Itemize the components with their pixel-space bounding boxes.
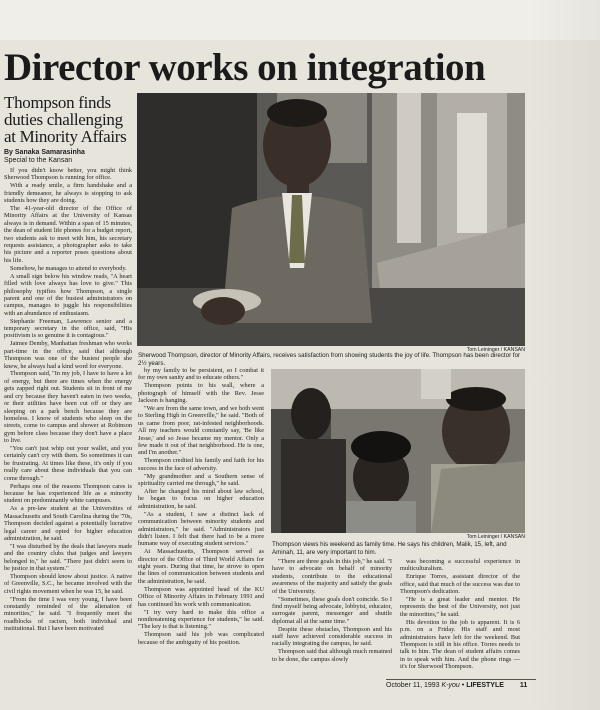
subheadline: Thompson finds duties challenging at Minority Affairs — [4, 93, 127, 146]
article-paragraph: "I try very hard to make this office a nonthreatening experience for students," he said. "The key is that is listening." — [138, 608, 264, 631]
article-paragraph: If you didn't know better, you might think Sherwood Thompson is running for office. — [4, 167, 132, 182]
article-paragraph: At Massachusetts, Thompson served as director of the Office of Third World Affairs for eight years. During that time, he strove to open the lines of communication between students and the administration, he said. — [138, 548, 264, 585]
article-paragraph: "We are from the same town, and we both went to Sterling High in Greenville," he said. "Both of us came from poor, rat-infested neighborhoods. All my teachers would constantly say, 'Be like Jesse,' and so Jesse became my mentor. Only a few made it out of that neighborhood. He is one, and I'm another." — [138, 405, 264, 457]
article-paragraph: Thompson points to his wall, where a photograph of himself with the Rev. Jesse Jackson is hanging. — [138, 382, 264, 405]
main-photo-credit: Tom Leininger / KANSAN — [466, 347, 525, 353]
article-paragraph: Jaimee Demby, Manhattan freshman who works part-time in the office, said that although Thompson was one of the busiest people she knew, he always had a kind word for everyone. — [4, 340, 132, 370]
article-paragraph: As a pre-law student at the Universities of Massachusetts and South Carolina during the '70s, Thompson decided against a potentially lucrative legal career and opted for higher education administration, he said. — [4, 505, 132, 542]
byline — [4, 149, 132, 165]
article-paragraph: "Sometimes, these goals don't coincide. So I find myself being advocate, lobbyist, educator, surrogate parent, messenger and shuttle diplomat all at the same time." — [272, 595, 392, 625]
footer-rule — [386, 679, 536, 680]
footer-bullet: • — [461, 682, 465, 689]
family-photo — [271, 369, 525, 533]
article-paragraph: Thompson said that although much remained to be done, the campus slowly — [272, 648, 392, 663]
article-paragraph: Perhaps one of the reasons Thompson cares is because he has experienced life as a minority student on predominantly white campuses. — [4, 482, 132, 505]
article-paragraph: "My grandmother and a Southern sense of spirituality carried me through," he said. — [138, 472, 264, 488]
article-paragraph: "I was disturbed by the deals that lawyers made and the country clubs that judges and lawyers belonged to," he said. "There just didn't seem to be justice in that system." — [4, 542, 132, 573]
article-paragraph: Stephanie Freeman, Lawrence senior and a temporary secretary in the office, said, "His positivism is so genuine it is contagious." — [4, 317, 132, 340]
article-paragraph: "As a student, I saw a distinct lack of communication between minority students and administrators," he said. "Administrators just didn't listen. I felt that there had to be a more humane way of executing student services." — [138, 510, 264, 548]
headline: Director works on integration — [4, 46, 486, 89]
page-top-margin — [0, 0, 600, 40]
article-paragraph: His devotion to the job is apparent. It is 6 p.m. on a Friday. His staff and most administrators have left for the weekend. But Thompson is still in his office. Torres needs to talk to him. The dean of student affairs comes in to speak with him. And the phone rings — it's for Sherwood Thompson. — [400, 618, 520, 671]
article-paragraph: "From the time I was very young, I have been constantly reminded of the alienation of minorities," he said. "I frequently meet the roadblocks of racism, both individual and institutional. But I have been motivated — [4, 595, 132, 633]
article-paragraph: "You can't just whip out your wallet, and you certainly can't cry with them. So sometimes it can be frustrating. At times like these, it's only if you really care about these individuals that you can come through." — [4, 445, 132, 482]
article-paragraph: A small sign below his window reads, "A heart filled with love always has love to give." This philosophy typifies how Thompson, a single parent and one of the busiest administrators on campus, manages to juggle his responsibilities with an abundance of enthusiasm. — [4, 272, 132, 317]
article-paragraph: Thompson said, "In my job, I have to have a lot of energy, but there are times when the energy gets zapped right out. Students sit in front of me and cry because they haven't eaten in two weeks, or their utilities have been cut off or they are sleeping on a park bench because they are homeless. I know of students who sleep on the streets, come to campus and shower at Robinson gym before class because they don't have a place to live. — [4, 370, 132, 445]
byline-name: By Sanaka Samarasinha — [4, 149, 85, 156]
article-paragraph: Enrique Torres, assistant director of the office, said that much of the success was due to Thompson's dedication. — [400, 573, 520, 596]
article-paragraph: Despite these obstacles, Thompson and his staff have achieved considerable success in racially integrating the campus, he said. — [272, 625, 392, 648]
footer-section: LIFESTYLE — [466, 682, 504, 689]
main-photo — [137, 93, 525, 346]
article-paragraph: Thompson credited his family and faith for his success in the face of adversity. — [138, 457, 264, 472]
article-paragraph: by my family to be persistent, so I combat it for my own sanity and to educate others." — [138, 367, 264, 382]
byline-role: Special to the Kansan — [4, 157, 73, 164]
family-photo-image — [271, 369, 525, 533]
main-photo-image — [137, 93, 525, 346]
article-paragraph: After he changed his mind about law school, he began to focus on higher education administration, he said. — [138, 488, 264, 510]
article-paragraph: The 41-year-old director of the Office of Minority Affairs at the University of Kansas always is in demand. Within a span of 15 minutes, the dean of student life phones for a budget report, two students ask to meet with him, his secretary requests assistance, a photographer asks to take his picture and a reporter poses questions about his life. — [4, 205, 132, 264]
article-paragraph: "He is a great leader and mentor. He represents the best of the University, not just the minorities," he said. — [400, 596, 520, 618]
page-number: 11 — [519, 682, 528, 689]
article-paragraph: Thompson said his job was complicated because of the ambiguity of his position. — [138, 631, 264, 646]
article-paragraph: Thompson should know about justice. A native of Greenville, S.C., he became involved with the civil rights movement when he was 15, he said. — [4, 572, 132, 595]
article-paragraph: Thompson was appointed head of the KU Office of Minority Affairs in February 1991 and has continued his work with communication. — [138, 585, 264, 608]
main-photo-caption: Sherwood Thompson, director of Minority Affairs, receives satisfaction from showing students the joy of life. Thompson has been director for 2½ years. — [138, 352, 521, 367]
article-column-4 — [400, 558, 520, 688]
family-photo-caption: Thompson views his weekend as family time. He says his children, Malik, 15, left, and Aminah, 11, are very important to him. — [272, 541, 507, 556]
article-column-3 — [272, 558, 392, 688]
page-edge-shading — [528, 0, 600, 710]
footer-publication: K-you — [441, 682, 460, 689]
article-column-1 — [4, 167, 132, 702]
article-column-2 — [138, 367, 264, 702]
page-footer — [386, 682, 536, 690]
family-photo-credit: Tom Leininger / KANSAN — [466, 534, 525, 540]
article-paragraph: With a ready smile, a firm handshake and a friendly demeanor, he always is stopping to ask students how they are doing. — [4, 182, 132, 205]
article-paragraph: Somehow, he manages to attend to everybody. — [10, 264, 127, 272]
article-paragraph: "There are three goals in this job," he said. "I have to advocate on behalf of minority students, contribute to the educational awareness of the majority and satisfy the goals of the University. — [272, 558, 392, 595]
footer-date: October 11, 1993 — [386, 682, 440, 689]
article-paragraph: was becoming a successful experience in multiculturalism. — [400, 558, 520, 573]
